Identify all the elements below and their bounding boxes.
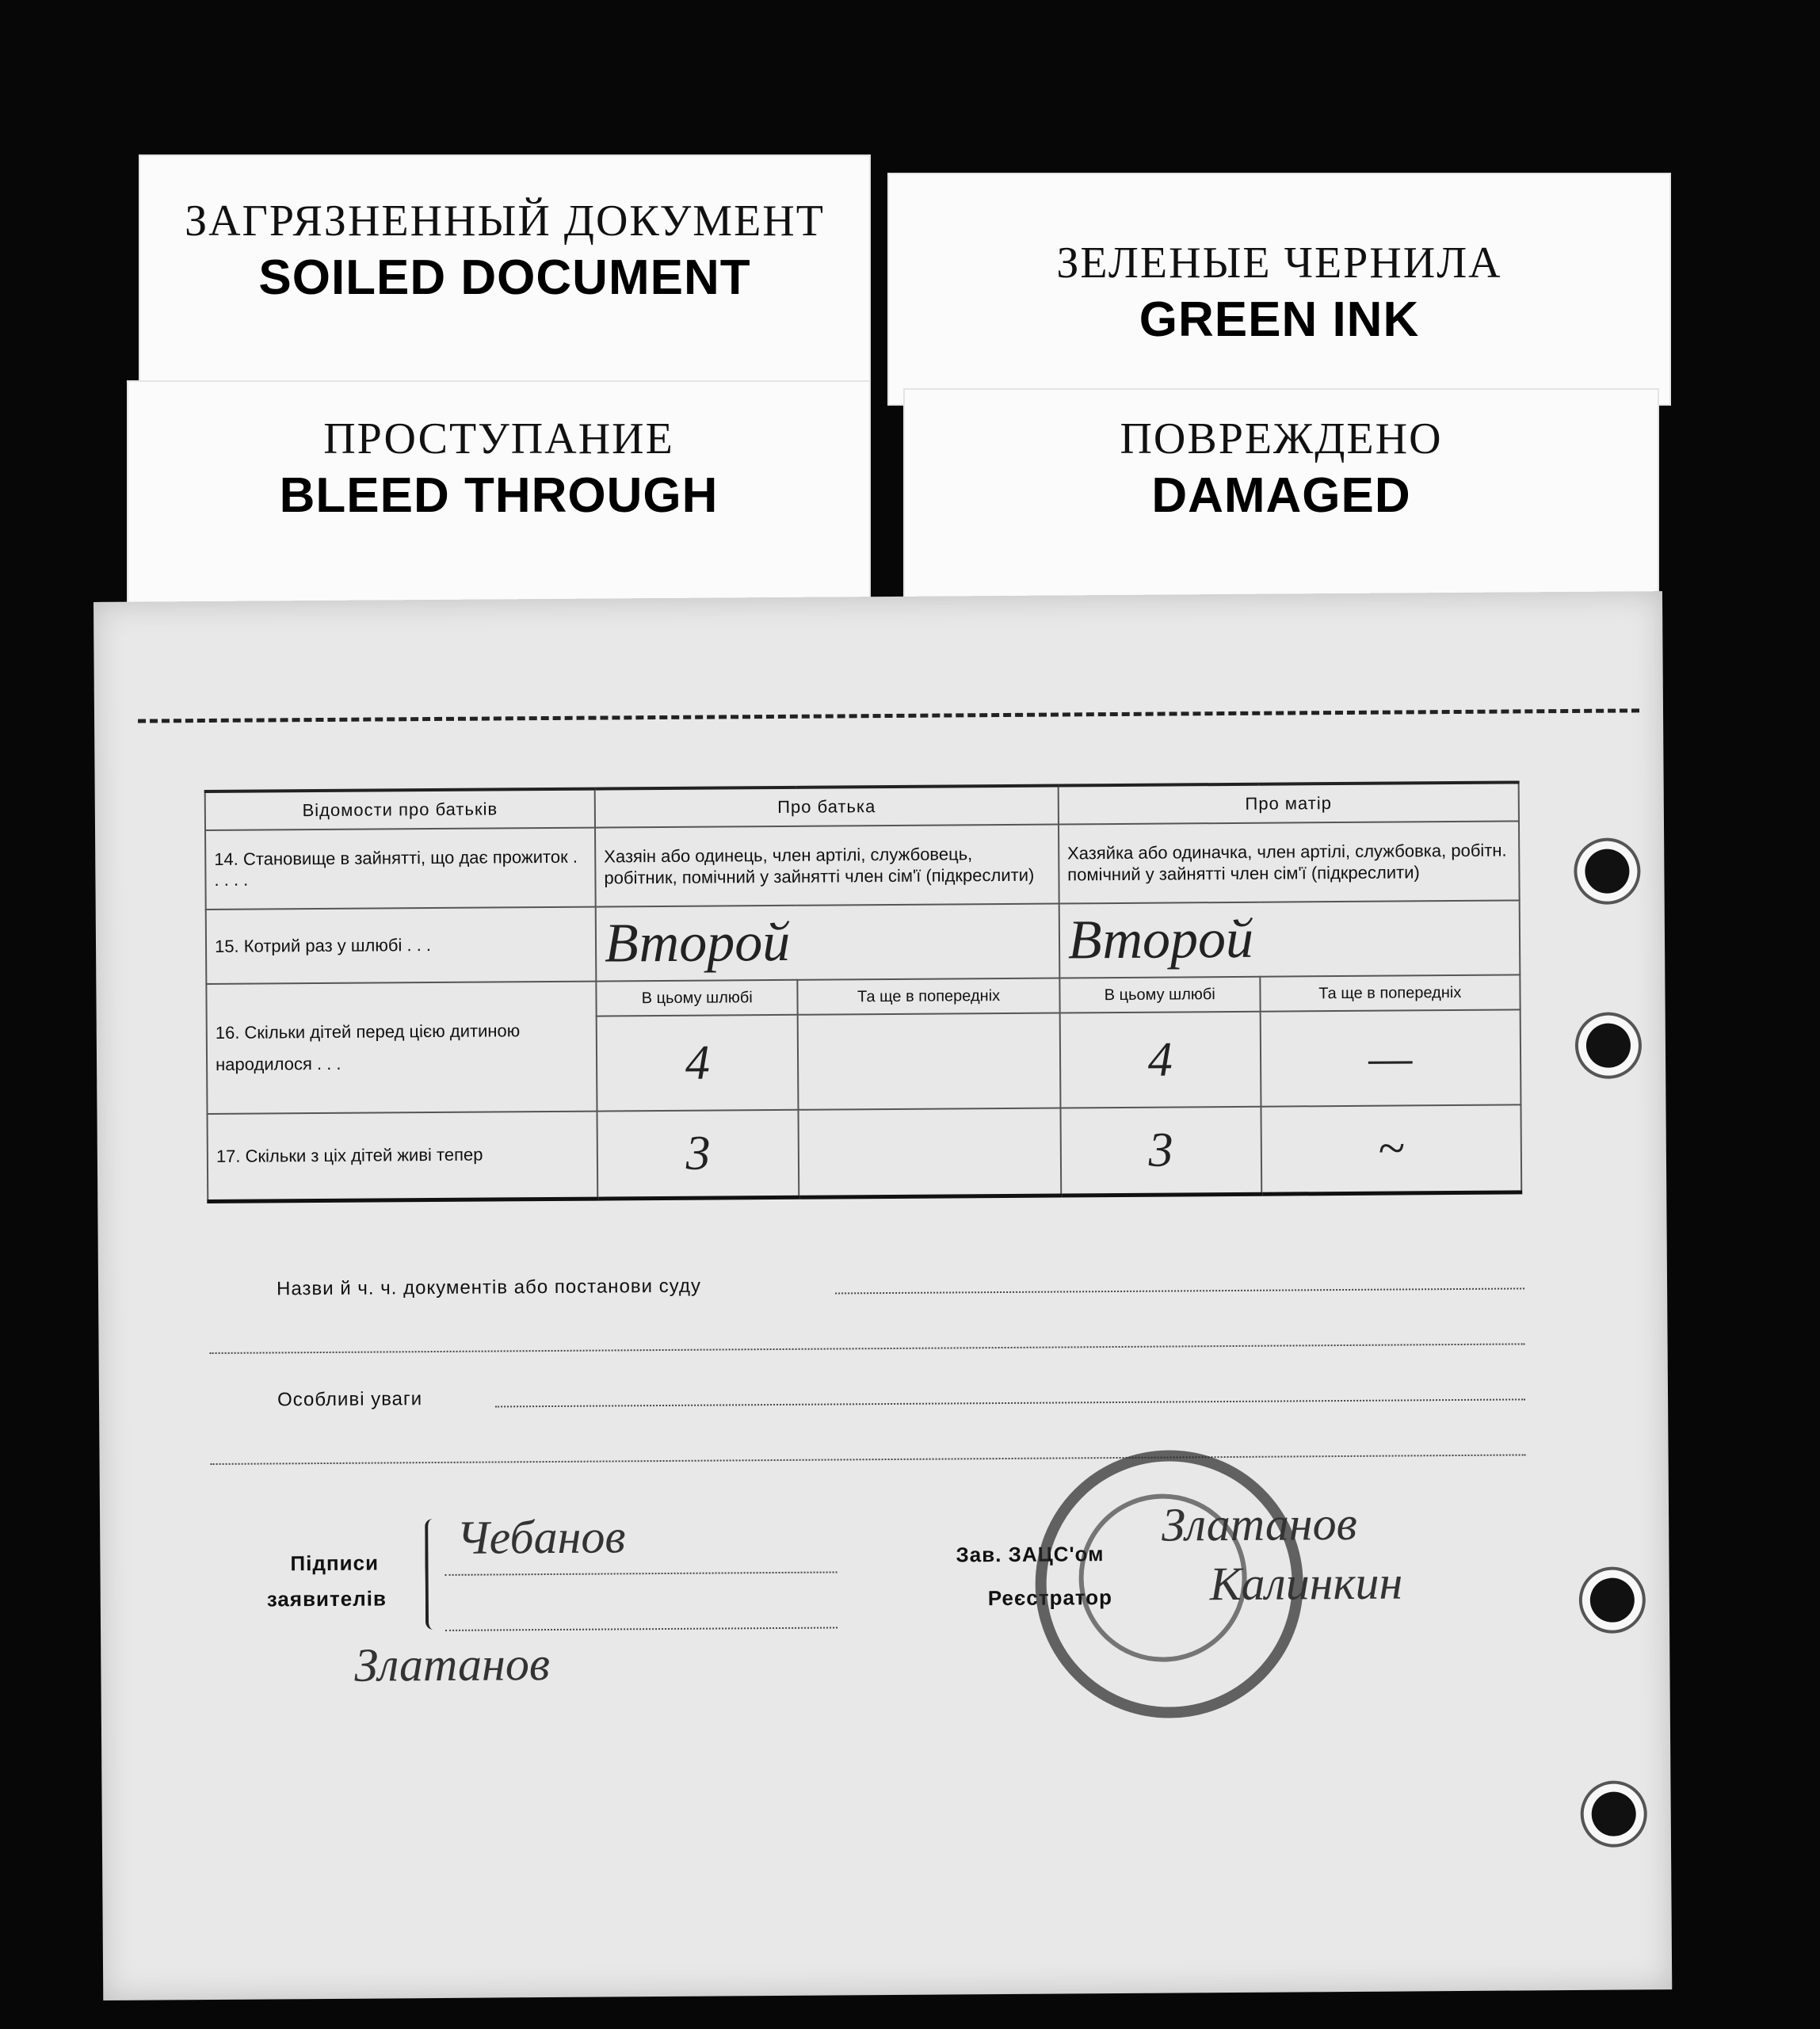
remarks-line — [495, 1398, 1525, 1407]
row-16-mother-previous: — — [1260, 1009, 1520, 1106]
row-15-mother: Второй — [1059, 900, 1520, 978]
registrar-signature: Калинкин — [1209, 1556, 1403, 1611]
head-signature: Златанов — [1161, 1497, 1357, 1551]
table-row — [208, 1104, 1522, 1201]
table-row — [206, 900, 1520, 984]
row-15-label: 15. Котрий раз у шлюбі . . . — [206, 907, 597, 984]
documents-line-2 — [210, 1343, 1525, 1354]
label-en-text: DAMAGED — [1151, 468, 1411, 523]
registrar-label: Реєстратор — [987, 1585, 1113, 1611]
label-ru-text: ЗАГРЯЗНЕННЫЙ ДОКУМЕНТ — [185, 196, 825, 246]
subheader-father-current: В цьому шлюбі — [596, 980, 798, 1016]
remarks-label: Особливі уваги — [277, 1388, 423, 1411]
remarks-line-2 — [211, 1454, 1526, 1465]
punch-hole — [1585, 849, 1629, 893]
applicant-signature-2: Златанов — [354, 1638, 551, 1691]
row-15-father: Второй — [596, 904, 1059, 982]
signature-line-1 — [445, 1571, 838, 1575]
row-17-father-previous — [799, 1108, 1061, 1196]
punch-hole — [1590, 1577, 1635, 1622]
parents-info-table — [204, 780, 1523, 1203]
subheader-father-previous: Та ще в попередніх — [798, 978, 1060, 1015]
row-16-mother-current: 4 — [1059, 1012, 1261, 1108]
signatures-brace — [425, 1519, 440, 1630]
green-ink-label — [887, 173, 1671, 406]
soiled-document-label — [139, 154, 871, 395]
header-father: Про батька — [595, 786, 1059, 828]
row-16-father-current: 4 — [597, 1015, 799, 1112]
dashed-cut-line — [138, 708, 1639, 723]
punch-hole — [1586, 1023, 1631, 1067]
applicant-signature-1: Чебанов — [456, 1510, 626, 1564]
punch-hole — [1592, 1791, 1636, 1836]
label-en-text: SOILED DOCUMENT — [258, 250, 751, 305]
bleed-through-label — [127, 380, 871, 613]
signature-line-2 — [445, 1627, 838, 1630]
subheader-mother-current: В цьому шлюбі — [1059, 977, 1260, 1013]
registry-document — [93, 591, 1672, 2000]
head-of-registry-label: Зав. ЗАЦС'ом — [956, 1542, 1105, 1567]
label-ru-text: ПОВРЕЖДЕНО — [1120, 414, 1443, 463]
row-14-father: Хазяін або одинець, член артілі, службовець, робітник, помічний у зайнятті член сім'ї (підкреслити) — [595, 825, 1059, 907]
signatures-label-1: Підписи — [290, 1550, 380, 1576]
row-17-label: 17. Скільки з ціх дітей живі тепер — [208, 1112, 598, 1201]
row-14-mother: Хазяйка або одиначка, член артілі, службовка, робітн. помічний у зайнятті член сім'ї (підкреслити) — [1059, 821, 1520, 903]
row-17-father-current: 3 — [597, 1110, 799, 1199]
signatures-label-2: заявителів — [266, 1586, 387, 1611]
header-parents-info: Відомости про батьків — [205, 789, 595, 830]
label-en-text: GREEN INK — [1139, 292, 1420, 347]
documents-label: Назви й ч. ч. документів або постанови суду — [276, 1275, 701, 1300]
label-ru-text: ПРОСТУПАНИЕ — [323, 414, 674, 463]
row-17-mother-current: 3 — [1060, 1107, 1261, 1196]
documents-line — [835, 1287, 1524, 1294]
header-mother: Про матір — [1058, 782, 1518, 824]
table-row — [205, 821, 1520, 910]
label-ru-text: ЗЕЛЕНЫЕ ЧЕРНИЛА — [1056, 238, 1502, 288]
row-17-mother-previous: ~ — [1261, 1104, 1521, 1193]
row-14-label: 14. Становище в зайнятті, що дає прожиток . . . . . — [205, 828, 596, 910]
row-16-label: 16. Скільки дітей перед цією дитиною народилося . . . — [206, 982, 597, 1114]
subheader-mother-previous: Та ще в попередніх — [1260, 974, 1520, 1011]
label-en-text: BLEED THROUGH — [279, 468, 719, 523]
row-16-father-previous — [798, 1013, 1060, 1109]
damaged-label — [903, 388, 1659, 605]
